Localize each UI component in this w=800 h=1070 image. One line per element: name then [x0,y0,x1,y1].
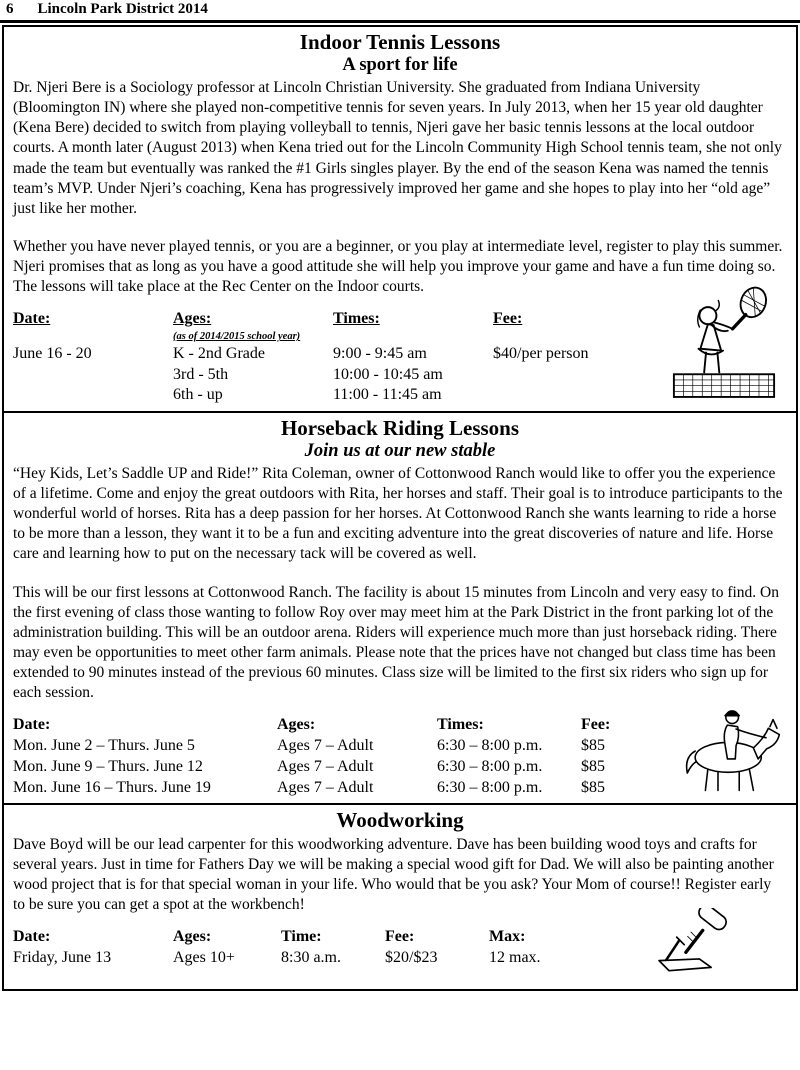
tennis-fee-cell [493,365,643,386]
tennis-schedule-row [13,365,643,386]
section-indoor-tennis [2,25,798,413]
horseback-times-cell: 6:30 – 8:00 p.m. [437,778,543,796]
woodworking-paragraph-1: Dave Boyd will be our lead carpenter for this woodworking adventure. Dave has been building wood toys and crafts for several years. Just in time for Fathers Day we will be making a special wood gift for Dad. We will also be painting another wood project that is for that special woman in your life. Who would that be you ask? Your Mom of course!! Register early to be sure you can get a spot at the workbench! [13,835,774,914]
woodworking-fee-cell: $20/$23 [385,949,438,967]
tennis-schedule-table [13,309,643,406]
tennis-date-cell [13,365,173,386]
woodworking-ages-header: Ages: [173,928,212,946]
tennis-subtitle: A sport for life [342,54,458,75]
tennis-ages-cell: 3rd - 5th [173,365,229,383]
section-horseback-riding [2,411,798,806]
tennis-schedule-row [13,385,643,406]
horseback-date-header-cell [13,715,277,736]
tennis-fee-header-cell [493,309,643,343]
horseback-paragraph-1: “Hey Kids, Let’s Saddle UP and Ride!” Rita Coleman, owner of Cottonwood Ranch would like to offer you the experience of a lifetime. Come and enjoy the great outdoors with Rita, her horses and staff. Their goal is to introduce participants to the wonderful world of horses. Rita has a deep passion for her horses. At Cottonwood Ranch she wants learning to ride a horse to be more than a lesson, they want it to be a fun and exciting adventure into the great discoveries of nature and life. Horse care and learning how to put on the necessary tack will be covered as well. [13,464,783,563]
tennis-times-header-cell [333,309,493,343]
page-header [0,0,800,23]
tennis-ages-header: Ages: [173,310,212,328]
tennis-player-illustration [672,286,776,407]
tennis-fee-cell [493,385,643,406]
tennis-date-cell [13,385,173,406]
woodworking-max-cell: 12 max. [489,949,541,967]
horseback-date-cell: Mon. June 9 – Thurs. June 12 [13,757,203,775]
horseback-schedule-table [13,715,661,798]
woodworking-ages-header-cell [173,927,281,948]
tennis-times-cell: 9:00 - 9:45 am [333,344,427,362]
horseback-rider-illustration [670,702,788,802]
woodworking-date-cell: Friday, June 13 [13,949,112,967]
horseback-paragraph-2: This will be our first lessons at Cottonwood Ranch. The facility is about 15 minutes from Lincoln and very easy to find. On the first evening of class those wanting to follow Roy over may meet him at the Park District in the front parking lot of the administration building. This will be an outdoor arena. Riders will experience much more than just horseback riding. There may even be opportunities to meet other farm animals. Please note that the prices have not changed but class time has been extended to 90 minutes instead of the previous 60 minutes. Class size will be limited to the first six riders who sign up for each session. [13,583,779,702]
tennis-date-header-cell [13,309,173,343]
horseback-ages-header-cell [277,715,437,736]
horseback-times-header-cell [437,715,581,736]
horseback-date-header: Date: [13,716,51,734]
woodworking-title: Woodworking [336,808,464,833]
horseback-schedule-row [13,736,661,757]
woodworking-time-header: Time: [281,928,322,946]
horseback-ages-header: Ages: [277,716,316,734]
horseback-schedule-row [13,757,661,778]
section-woodworking [2,803,798,991]
woodworking-fee-header-cell [385,927,489,948]
woodworking-schedule-header-row [13,927,593,948]
tennis-date-cell: June 16 - 20 [13,344,92,362]
tennis-paragraph-2: Whether you have never played tennis, or you are a beginner, or you play at intermediate level, register to play this summer. Njeri promises that as long as you have a good attitude she will help you improve your game and have a fun time doing so. The lessons will take place at the Rec Center on the Indoor courts. [13,238,783,296]
woodworking-tools-illustration [654,908,738,983]
woodworking-date-header: Date: [13,928,51,946]
tennis-times-cell: 11:00 - 11:45 am [333,386,442,404]
horseback-fee-header-cell [581,715,661,736]
horseback-title: Horseback Riding Lessons [280,415,520,440]
horseback-ages-cell: Ages 7 – Adult [277,737,374,755]
horseback-fee-cell: $85 [581,757,605,775]
tennis-paragraph-1: Dr. Njeri Bere is a Sociology professor at Lincoln Christian University. She graduated from Indiana University (Bloomington IN) where she played non-competitive tennis for seven years. In July 2013, when her 15 year old daughter (Kena Bere) decided to switch from playing volleyball to tennis, Njeri gave her basic tennis lessons at the local outdoor courts. A month later (August 2013) when Kena tried out for the Lincoln Community High School tennis team, she not only made the team but eventually was ranked the #1 Girls singles player. By the end of the season Kena was named the tennis team’s MVP. Under Njeri’s coaching, Kena has progressively improved her game and she hopes to play into her “old age” just like her mother. [13,79,782,217]
horseback-times-header: Times: [437,716,484,734]
horseback-fee-cell: $85 [581,778,605,796]
horseback-times-cell: 6:30 – 8:00 p.m. [437,737,543,755]
woodworking-max-header-cell [489,927,593,948]
woodworking-time-header-cell [281,927,385,948]
page-number: 6 [6,1,14,17]
tennis-times-header: Times: [333,310,380,328]
tennis-title: Indoor Tennis Lessons [299,30,501,54]
horseback-subtitle: Join us at our new stable [304,440,496,461]
horseback-fee-header: Fee: [581,716,611,734]
horseback-times-cell: 6:30 – 8:00 p.m. [437,757,543,775]
tennis-schedule-header-row [13,309,643,343]
tennis-ages-header-cell [173,309,333,343]
woodworking-schedule-table [13,927,593,969]
woodworking-date-header-cell [13,927,173,948]
horseback-ages-cell: Ages 7 – Adult [277,778,374,796]
woodworking-schedule-row [13,948,593,969]
tennis-date-header: Date: [13,310,51,328]
horseback-fee-cell: $85 [581,737,605,755]
tennis-ages-cell: K - 2nd Grade [173,344,265,362]
horseback-schedule-row [13,778,661,799]
tennis-times-cell: 10:00 - 10:45 am [333,365,443,383]
horseback-ages-cell: Ages 7 – Adult [277,757,374,775]
horseback-date-cell: Mon. June 2 – Thurs. June 5 [13,737,195,755]
horseback-date-cell: Mon. June 16 – Thurs. June 19 [13,778,211,796]
tennis-fee-cell: $40/per person [493,344,589,362]
woodworking-time-cell: 8:30 a.m. [281,949,341,967]
tennis-schedule-row [13,344,643,365]
tennis-ages-cell: 6th - up [173,386,223,404]
woodworking-fee-header: Fee: [385,928,415,946]
page-header-title: Lincoln Park District 2014 [37,1,208,17]
woodworking-ages-cell: Ages 10+ [173,949,235,967]
tennis-fee-header: Fee: [493,310,523,328]
horseback-schedule-header-row [13,715,661,736]
woodworking-max-header: Max: [489,928,526,946]
tennis-ages-note: (as of 2014/2015 school year) [173,331,301,343]
